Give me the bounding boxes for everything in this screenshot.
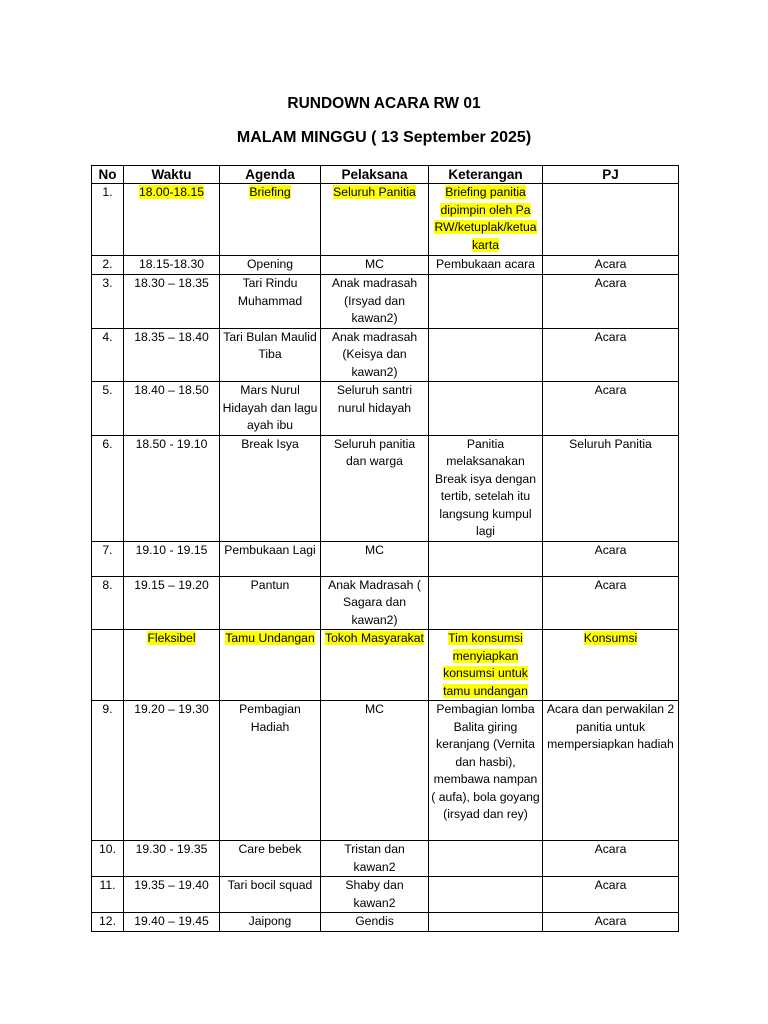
cell-waktu-text: 19.20 – 19.30	[134, 702, 209, 716]
table-body	[92, 184, 679, 932]
table-row	[92, 913, 679, 932]
cell-waktu	[124, 913, 220, 932]
cell-no	[92, 701, 124, 841]
cell-pelaksana	[321, 630, 429, 701]
header-waktu: Waktu	[124, 166, 220, 184]
cell-pj	[543, 630, 679, 701]
cell-no	[92, 913, 124, 932]
cell-waktu	[124, 435, 220, 541]
cell-no-text: 8.	[102, 577, 113, 592]
rundown-table	[91, 165, 679, 932]
cell-waktu	[124, 541, 220, 576]
cell-keterangan	[429, 841, 543, 877]
cell-pelaksana-text: Anak madrasah (Keisya dan kawan2)	[331, 329, 418, 379]
cell-no	[92, 382, 124, 436]
cell-pj	[543, 576, 679, 630]
cell-waktu-text: 18.00-18.15	[138, 185, 205, 199]
cell-pj	[543, 435, 679, 541]
cell-pelaksana-text: Shaby dan kawan2	[345, 878, 404, 910]
cell-waktu-text: 19.30 - 19.35	[135, 842, 208, 856]
cell-keterangan-text: Briefing panitia dipimpin oleh Pa RW/ketuplak/ketua karta	[434, 185, 537, 252]
cell-no-text: 2.	[102, 257, 113, 271]
cell-pj-text: Acara	[594, 577, 627, 592]
cell-pelaksana-text: MC	[365, 257, 384, 271]
cell-agenda	[220, 184, 321, 256]
table-row	[92, 877, 679, 913]
cell-keterangan	[429, 275, 543, 329]
cell-pelaksana	[321, 576, 429, 630]
cell-keterangan	[429, 256, 543, 275]
cell-pelaksana	[321, 435, 429, 541]
cell-no	[92, 841, 124, 877]
header-pj: PJ	[543, 166, 679, 184]
cell-agenda-text: Briefing	[249, 185, 291, 199]
cell-pj-text: Acara	[594, 383, 627, 397]
cell-waktu	[124, 382, 220, 436]
cell-pj	[543, 184, 679, 256]
cell-pelaksana-text: Tristan dan kawan2	[344, 842, 405, 874]
cell-pj-text: Acara	[594, 914, 627, 928]
cell-pj	[543, 275, 679, 329]
cell-pj-text: Acara	[594, 257, 627, 271]
cell-agenda-text: Break Isya	[241, 436, 299, 451]
cell-pj	[543, 701, 679, 841]
cell-pj-text: Konsumsi	[583, 631, 638, 645]
cell-pelaksana-text: Gendis	[355, 914, 394, 928]
cell-waktu-text: 18.35 – 18.40	[134, 329, 209, 344]
cell-agenda-text: Pantun	[250, 577, 290, 592]
document-subtitle: MALAM MINGGU ( 13 September 2025)	[236, 129, 532, 146]
cell-pelaksana	[321, 877, 429, 913]
cell-keterangan	[429, 877, 543, 913]
cell-pelaksana	[321, 701, 429, 841]
cell-no	[92, 275, 124, 329]
cell-waktu	[124, 701, 220, 841]
cell-no-text: 7.	[102, 542, 113, 557]
cell-keterangan	[429, 184, 543, 256]
cell-pelaksana-text: Seluruh Panitia	[333, 185, 416, 199]
cell-agenda	[220, 701, 321, 841]
cell-no	[92, 630, 124, 701]
cell-waktu	[124, 256, 220, 275]
cell-no	[92, 576, 124, 630]
cell-pelaksana-text: MC	[365, 542, 384, 557]
cell-waktu	[124, 841, 220, 877]
table-row	[92, 630, 679, 701]
header-keterangan: Keterangan	[429, 166, 543, 184]
cell-keterangan	[429, 541, 543, 576]
cell-waktu-text: 18.50 - 19.10	[135, 436, 208, 451]
cell-keterangan	[429, 435, 543, 541]
cell-no	[92, 435, 124, 541]
table-row	[92, 184, 679, 256]
header-agenda: Agenda	[220, 166, 321, 184]
table-row	[92, 382, 679, 436]
cell-pj	[543, 382, 679, 436]
cell-pelaksana	[321, 328, 429, 382]
cell-pj-text: Acara dan perwakilan 2 panitia untuk mempersiapkan hadiah	[546, 702, 675, 751]
cell-pj-text: Acara	[594, 878, 627, 892]
cell-pelaksana	[321, 256, 429, 275]
cell-pj-text: Acara	[594, 542, 627, 557]
cell-pelaksana-text: Anak Madrasah ( Sagara dan kawan2)	[328, 577, 421, 627]
cell-agenda-text: Tari bocil squad	[227, 878, 313, 892]
cell-agenda	[220, 382, 321, 436]
cell-pelaksana-text: Seluruh santri nurul hidayah	[336, 383, 413, 415]
header-pelaksana: Pelaksana	[321, 166, 429, 184]
cell-pelaksana	[321, 541, 429, 576]
cell-pj	[543, 841, 679, 877]
cell-no-text: 3.	[102, 276, 113, 290]
header-no: No	[92, 166, 124, 184]
cell-no-text: 6.	[102, 436, 113, 451]
cell-agenda	[220, 256, 321, 275]
cell-waktu	[124, 328, 220, 382]
cell-keterangan	[429, 328, 543, 382]
cell-waktu-text: 19.10 - 19.15	[135, 542, 208, 557]
cell-agenda	[220, 576, 321, 630]
cell-no	[92, 184, 124, 256]
table-row	[92, 701, 679, 841]
cell-keterangan	[429, 701, 543, 841]
cell-agenda	[220, 541, 321, 576]
cell-no	[92, 877, 124, 913]
cell-no-text: 5.	[102, 383, 113, 397]
cell-waktu-text: 19.35 – 19.40	[134, 878, 209, 892]
table-row	[92, 275, 679, 329]
cell-pelaksana	[321, 841, 429, 877]
cell-waktu-text: 18.30 – 18.35	[134, 276, 209, 290]
cell-keterangan-text: Tim konsumsi menyiapkan konsumsi untuk tamu undangan	[443, 631, 528, 698]
cell-agenda-text: Tamu Undangan	[225, 631, 315, 645]
cell-keterangan	[429, 913, 543, 932]
cell-keterangan	[429, 576, 543, 630]
table-row	[92, 576, 679, 630]
cell-pj-text: Acara	[594, 276, 627, 290]
cell-agenda	[220, 877, 321, 913]
cell-agenda-text: Jaipong	[248, 914, 292, 928]
cell-waktu-text: Fleksibel	[147, 631, 196, 645]
cell-agenda	[220, 435, 321, 541]
document-title: RUNDOWN ACARA RW 01	[287, 95, 481, 112]
cell-no-text: 9.	[102, 702, 113, 716]
cell-agenda-text: Tari Bulan Maulid Tiba	[223, 329, 317, 361]
cell-pj	[543, 877, 679, 913]
cell-agenda-text: Pembagian Hadiah	[239, 702, 301, 734]
cell-pelaksana	[321, 184, 429, 256]
cell-keterangan-text: Pembukaan acara	[436, 257, 535, 271]
table-row	[92, 435, 679, 541]
table-row	[92, 256, 679, 275]
cell-no-text: 10.	[99, 842, 116, 856]
cell-no-text: 4.	[102, 329, 113, 344]
cell-agenda-text: Opening	[246, 257, 294, 271]
cell-keterangan	[429, 630, 543, 701]
cell-pj-text: Acara	[594, 842, 627, 856]
cell-keterangan-text: Pembagian lomba Balita giring keranjang (Vernita dan hasbi), membawa nampan ( aufa), bola goyang (irsyad dan rey)	[431, 702, 540, 821]
cell-agenda-text: Pembukaan Lagi	[224, 542, 316, 557]
cell-no-text: 12.	[99, 914, 116, 928]
table-row	[92, 841, 679, 877]
cell-pelaksana-text: Tokoh Masyarakat	[325, 631, 424, 645]
cell-pj	[543, 541, 679, 576]
cell-pelaksana-text: Seluruh panitia dan warga	[333, 436, 416, 468]
cell-pelaksana	[321, 275, 429, 329]
cell-waktu-text: 18.15-18.30	[138, 257, 205, 271]
cell-pelaksana-text: MC	[365, 702, 384, 716]
cell-pj	[543, 328, 679, 382]
cell-pelaksana	[321, 913, 429, 932]
cell-waktu	[124, 877, 220, 913]
cell-pelaksana-text: Anak madrasah (Irsyad dan kawan2)	[331, 276, 418, 325]
cell-waktu	[124, 630, 220, 701]
cell-agenda-text: Mars Nurul Hidayah dan lagu ayah ibu	[222, 383, 318, 432]
table-row	[92, 541, 679, 576]
cell-waktu	[124, 184, 220, 256]
cell-keterangan	[429, 382, 543, 436]
cell-pj-text: Acara	[594, 329, 627, 344]
cell-agenda-text: Tari Rindu Muhammad	[237, 276, 303, 308]
cell-no	[92, 328, 124, 382]
cell-pj	[543, 256, 679, 275]
cell-agenda	[220, 630, 321, 701]
cell-no	[92, 256, 124, 275]
cell-no	[92, 541, 124, 576]
cell-agenda	[220, 275, 321, 329]
cell-waktu	[124, 576, 220, 630]
cell-waktu-text: 19.15 – 19.20	[134, 577, 209, 592]
table-header-row	[92, 166, 679, 184]
cell-waktu-text: 19.40 – 19.45	[134, 914, 209, 928]
cell-agenda-text: Care bebek	[238, 842, 302, 856]
cell-pelaksana	[321, 382, 429, 436]
cell-agenda	[220, 328, 321, 382]
cell-keterangan-text: Panitia melaksanakan Break isya dengan tertib, setelah itu langsung kumpul lagi	[435, 436, 536, 538]
table-row	[92, 328, 679, 382]
cell-pj-text: Seluruh Panitia	[569, 436, 652, 451]
cell-waktu-text: 18.40 – 18.50	[134, 383, 209, 397]
cell-pj	[543, 913, 679, 932]
cell-agenda	[220, 913, 321, 932]
cell-no-text: 1.	[102, 185, 113, 199]
cell-waktu	[124, 275, 220, 329]
cell-no-text: 11.	[99, 878, 116, 892]
cell-agenda	[220, 841, 321, 877]
